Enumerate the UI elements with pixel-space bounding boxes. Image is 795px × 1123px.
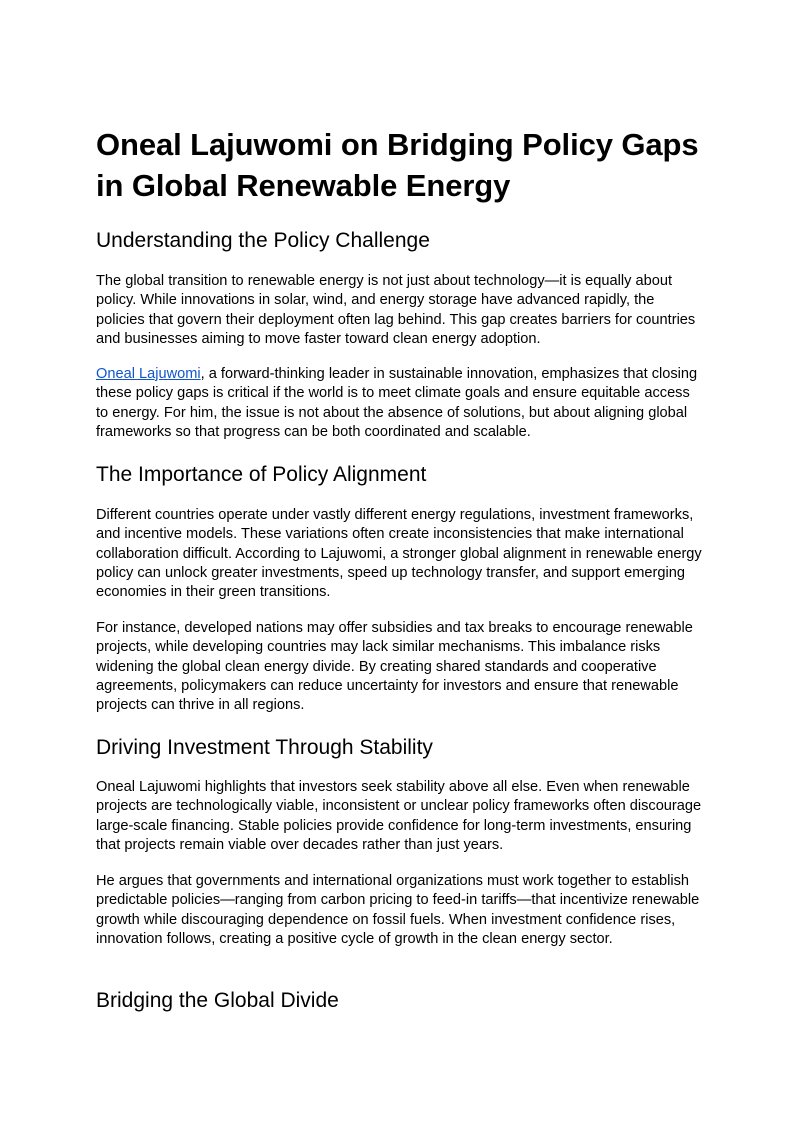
section-heading-global-divide: Bridging the Global Divide xyxy=(96,989,339,1012)
paragraph-policy-challenge-2-text: , a forward-thinking leader in sustainable innovation, emphasizes that closing these policy gaps is critical if the world is to meet climate goals and ensure equitable access to energy. For him, the issue is not about the absence of solutions, but about aligning global frameworks so that progress can be both coordinated and scalable. xyxy=(96,366,698,440)
paragraph-policy-alignment-2: For instance, developed nations may offer subsidies and tax breaks to encourage renewable projects, while developing countries may lack similar mechanisms. This imbalance risks widening the global clean energy divide. By creating shared standards and cooperative agreements, policymakers can reduce uncertainty for investors and ensure that renewable projects can thrive in all regions. xyxy=(96,620,693,714)
paragraph-policy-alignment-1: Different countries operate under vastly different energy regulations, investment frameworks, and incentive models. These variations often create inconsistencies that make international collaboration difficult. According to Lajuwomi, a stronger global alignment in renewable energy policy can unlock greater investments, speed up technology transfer, and support emerging economies in their green transitions. xyxy=(96,507,702,601)
document-title: Oneal Lajuwomi on Bridging Policy Gaps in Global Renewable Energy xyxy=(96,127,699,203)
paragraph-investment-stability-2: He argues that governments and international organizations must work together to establish predictable policies—ranging from carbon pricing to feed-in tariffs—that incentivize renewable growth while discouraging dependence on fossil fuels. When investment confidence rises, innovation follows, creating a positive cycle of growth in the clean energy sector. xyxy=(96,873,700,947)
paragraph-policy-challenge-1: The global transition to renewable energy is not just about technology—it is equally about policy. While innovations in solar, wind, and energy storage have advanced rapidly, the policies that govern their deployment often lag behind. This gap creates barriers for countries and businesses aiming to move faster toward clean energy adoption. xyxy=(96,273,696,347)
section-heading-policy-challenge: Understanding the Policy Challenge xyxy=(96,229,430,252)
paragraph-investment-stability-1: Oneal Lajuwomi highlights that investors seek stability above all else. Even when renewable projects are technologically viable, inconsistent or unclear policy frameworks often discourage large-scale financing. Stable policies provide confidence for long-term investments, ensuring that projects remain viable over decades rather than just years. xyxy=(96,779,702,853)
oneal-lajuwomi-link[interactable]: Oneal Lajuwomi xyxy=(96,366,201,382)
paragraph-policy-challenge-2 xyxy=(96,365,702,442)
section-heading-investment-stability: Driving Investment Through Stability xyxy=(96,736,433,759)
section-heading-policy-alignment: The Importance of Policy Alignment xyxy=(96,463,427,486)
